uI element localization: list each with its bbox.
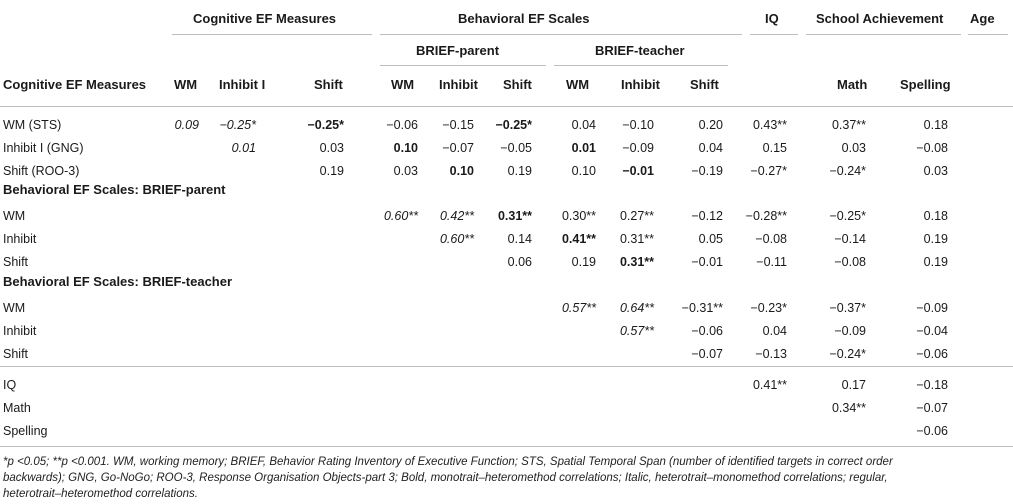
table-cell: 0.03 — [923, 164, 948, 178]
table-cell: −0.08 — [916, 141, 948, 155]
table-cell: −0.06 — [916, 347, 948, 361]
table-cell: 0.27** — [619, 209, 654, 223]
table-cell: −0.09 — [916, 301, 948, 315]
table-cell: −0.06 — [386, 118, 418, 132]
table-cell: 0.03 — [841, 141, 866, 155]
column-header-shift: Shift — [314, 77, 343, 92]
table-cell: −0.09 — [622, 141, 654, 155]
header-rule — [0, 106, 1013, 107]
table-cell: 0.20 — [698, 118, 723, 132]
bottom-rule — [0, 446, 1013, 447]
table-cell: 0.19 — [507, 164, 532, 178]
table-cell: 0.19 — [923, 255, 948, 269]
table-cell: 0.09 — [174, 118, 199, 132]
table-cell: 0.04 — [571, 118, 596, 132]
table-cell: −0.24* — [829, 164, 866, 178]
table-cell: 0.04 — [762, 324, 787, 338]
column-header-parent-shift: Shift — [503, 77, 532, 92]
table-cell: −0.01 — [622, 164, 654, 178]
section-heading-brief-teacher: Behavioral EF Scales: BRIEF-teacher — [3, 274, 233, 289]
table-cell: 0.14 — [507, 232, 532, 246]
row-label: Math — [3, 401, 31, 415]
header-school-achievement: School Achievement — [816, 11, 944, 26]
table-cell: −0.31** — [681, 301, 723, 315]
table-cell: 0.42** — [439, 209, 474, 223]
table-cell: 0.03 — [393, 164, 418, 178]
table-cell: −0.15 — [442, 118, 474, 132]
header-cognitive-ef: Cognitive EF Measures — [193, 11, 337, 26]
table-cell: −0.07 — [916, 401, 948, 415]
table-cell: −0.07 — [691, 347, 723, 361]
table-cell: 0.19 — [319, 164, 344, 178]
footnote-line-1: *p <0.05; **p <0.001. WM, working memory; BRIEF, Behavior Rating Inventory of Executive Function; STS, Spatial Temporal Span (number of identified targets in correct order — [3, 456, 893, 468]
row-label: Shift — [3, 255, 29, 269]
table-cell: 0.37** — [831, 118, 866, 132]
table-cell: 0.17 — [841, 378, 866, 392]
table-cell: 0.57** — [619, 324, 654, 338]
table-cell: 0.64** — [619, 301, 654, 315]
column-header-measures: Cognitive EF Measures — [3, 77, 147, 92]
table-cell: 0.03 — [319, 141, 344, 155]
table-cell: 0.31** — [619, 255, 654, 269]
table-cell: 0.43** — [752, 118, 787, 132]
column-header-teacher-wm: WM — [566, 77, 590, 92]
row-label: Inhibit I (GNG) — [3, 141, 84, 155]
table-cell: 0.31** — [497, 209, 532, 223]
column-header-teacher-inhibit: Inhibit — [621, 77, 660, 92]
rule-brief-parent — [380, 65, 546, 66]
section-heading-brief-parent: Behavioral EF Scales: BRIEF-parent — [3, 182, 226, 197]
rule-age — [968, 34, 1008, 35]
table-cell: −0.10 — [622, 118, 654, 132]
header-iq: IQ — [765, 11, 779, 26]
table-cell: 0.18 — [923, 118, 948, 132]
mid-rule — [0, 366, 1013, 367]
header-behavioral-ef: Behavioral EF Scales — [458, 11, 590, 26]
table-cell: 0.18 — [923, 209, 948, 223]
table-cell: −0.19 — [691, 164, 723, 178]
table-cell: −0.25* — [829, 209, 866, 223]
row-label: Inhibit — [3, 232, 37, 246]
footnote-line-2: backwards); GNG, Go-NoGo; ROO-3, Response Organisation Objects-part 3; Bold, monotrait–heteromethod correlations; Italic, heterotrait–monomethod correlations; regular, — [3, 472, 888, 484]
table-cell: 0.10 — [393, 141, 418, 155]
table-cell: −0.05 — [500, 141, 532, 155]
subheader-brief-parent: BRIEF-parent — [416, 43, 500, 58]
table-cell: −0.08 — [755, 232, 787, 246]
row-label: Spelling — [3, 424, 48, 438]
table-cell: −0.09 — [834, 324, 866, 338]
table-cell: −0.37* — [829, 301, 866, 315]
column-header-teacher-shift: Shift — [690, 77, 719, 92]
table-cell: 0.41** — [561, 232, 596, 246]
rule-behavioral — [380, 34, 742, 35]
table-cell: 0.15 — [762, 141, 787, 155]
table-cell: 0.31** — [619, 232, 654, 246]
table-cell: −0.28** — [745, 209, 787, 223]
rule-school — [806, 34, 961, 35]
row-label: WM — [3, 301, 26, 315]
footnote-line-3: heterotrait–heteromethod correlations. — [3, 488, 198, 500]
row-label: Shift (ROO-3) — [3, 164, 80, 178]
rule-cognitive — [172, 34, 372, 35]
table-cell: −0.24* — [829, 347, 866, 361]
table-cell: 0.10 — [449, 164, 474, 178]
row-label: IQ — [3, 378, 17, 392]
row-label: Inhibit — [3, 324, 37, 338]
column-header-parent-inhibit: Inhibit — [439, 77, 478, 92]
table-cell: 0.34** — [831, 401, 866, 415]
table-cell: 0.10 — [571, 164, 596, 178]
table-cell: 0.19 — [571, 255, 596, 269]
table-cell: 0.30** — [561, 209, 596, 223]
table-cell: −0.14 — [834, 232, 866, 246]
table-cell: −0.06 — [691, 324, 723, 338]
table-cell: −0.25* — [495, 118, 532, 132]
rule-iq — [750, 34, 798, 35]
table-cell: 0.05 — [698, 232, 723, 246]
table-cell: 0.60** — [439, 232, 474, 246]
table-cell: −0.04 — [916, 324, 948, 338]
header-age: Age — [970, 11, 995, 26]
column-header-spelling: Spelling — [900, 77, 951, 92]
subheader-brief-teacher: BRIEF-teacher — [595, 43, 685, 58]
table-cell: −0.27* — [750, 164, 787, 178]
column-header-parent-wm: WM — [391, 77, 415, 92]
table-cell: 0.60** — [383, 209, 418, 223]
rule-brief-teacher — [554, 65, 728, 66]
row-label: WM — [3, 209, 26, 223]
table-cell: −0.07 — [442, 141, 474, 155]
row-label: Shift — [3, 347, 29, 361]
table-cell: −0.06 — [916, 424, 948, 438]
table-cell: 0.19 — [923, 232, 948, 246]
table-cell: −0.18 — [916, 378, 948, 392]
table-cell: −0.13 — [755, 347, 787, 361]
table-cell: 0.41** — [752, 378, 787, 392]
table-cell: −0.12 — [691, 209, 723, 223]
column-header-wm: WM — [174, 77, 198, 92]
column-header-inhibit-i: Inhibit I — [219, 77, 266, 92]
table-cell: 0.57** — [561, 301, 596, 315]
table-cell: 0.06 — [507, 255, 532, 269]
table-cell: −0.23* — [750, 301, 787, 315]
table-cell: −0.08 — [834, 255, 866, 269]
table-cell: −0.01 — [691, 255, 723, 269]
table-cell: −0.11 — [756, 255, 787, 269]
column-header-math: Math — [837, 77, 868, 92]
table-cell: −0.25* — [219, 118, 256, 132]
table-cell: 0.04 — [698, 141, 723, 155]
table-cell: −0.25* — [307, 118, 344, 132]
table-cell: 0.01 — [571, 141, 596, 155]
table-cell: 0.01 — [231, 141, 256, 155]
row-label: WM (STS) — [3, 118, 62, 132]
